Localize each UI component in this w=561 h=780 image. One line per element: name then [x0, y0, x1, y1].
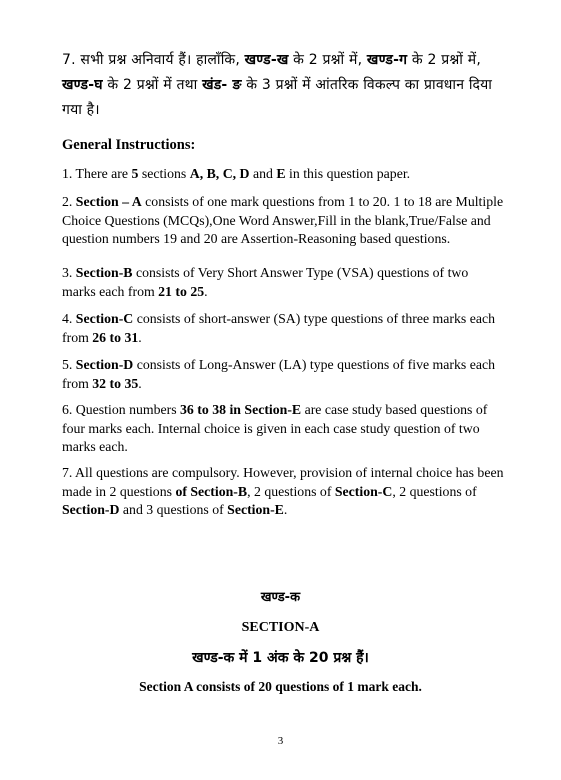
text: . [204, 283, 208, 299]
text: के 2 प्रश्नों में, [407, 52, 481, 68]
bold-text: 21 to 25 [158, 283, 205, 299]
instruction-item-5 [62, 356, 504, 393]
instruction-item-6 [62, 401, 504, 457]
instruction-item-3 [62, 264, 504, 301]
bold-text: खण्ड-घ [62, 77, 103, 93]
text: . [138, 329, 142, 345]
bold-text: खण्ड-ख [244, 52, 289, 68]
instruction-item-2 [62, 193, 504, 249]
text: consists of one mark questions from 1 to 20. 1 to 18 are Multiple Choice Questions (MCQs),One Word Answer,Fill in the blank,True/False and question numbers 19 and 20 are Assertion-Reasoning based questions. [62, 194, 504, 247]
general-instructions-title: General Instructions: [62, 137, 196, 153]
text: . [138, 375, 142, 391]
text: and [249, 166, 277, 181]
text: and 3 questions of [119, 502, 228, 518]
bold-text: A, B, C, D [189, 166, 250, 181]
bold-text: Section-B [75, 265, 133, 280]
bold-text: 32 to 35 [92, 375, 139, 391]
text: in this question paper. [285, 166, 411, 181]
hindi-instruction-paragraph [62, 48, 502, 123]
text: consists of Very Short Answer Type (VSA) questions of two marks each from [62, 265, 469, 299]
bold-text: Section-D [75, 357, 134, 372]
text: , 2 questions of [392, 483, 477, 499]
section-a-description: Section A consists of 20 questions of 1 mark each. [139, 679, 422, 694]
text: 3. [62, 265, 76, 280]
bold-text: Section-D [62, 502, 120, 518]
text: 5. [62, 357, 76, 372]
bold-text: Section-C [334, 483, 393, 499]
section-a-hindi-description: खण्ड-क में 1 अंक के 20 प्रश्न हैं। [192, 650, 369, 666]
text: consists of short-answer (SA) type questions of three marks each from [62, 311, 495, 345]
text: are case study based questions of four marks each. Internal choice is given in each case study question of two marks each. [62, 402, 488, 455]
instruction-item-7 [62, 464, 504, 520]
text: के 3 प्रश्नों में आंतरिक विकल्प का प्रावधान दिया गया है। [62, 77, 493, 118]
text: के 2 प्रश्नों में, [288, 52, 367, 68]
text: 7. सभी प्रश्न अनिवार्य हैं। हालाँकि, [62, 52, 245, 68]
bold-text: खंड- ङ [202, 77, 242, 93]
text: sections [138, 166, 190, 181]
bold-text: E [276, 166, 286, 181]
bold-text: Section-E [227, 502, 284, 518]
bold-text: खण्ड-ग [366, 52, 408, 68]
page-number: 3 [277, 735, 284, 747]
text: 2. [62, 194, 76, 209]
instruction-item-4 [62, 310, 504, 347]
bold-text: 26 to 31 [92, 329, 139, 345]
text: के 2 प्रश्नों में तथा [102, 77, 203, 93]
text: 6. Question numbers [62, 402, 181, 417]
text: consists of Long-Answer (LA) type questions of five marks each from [62, 357, 495, 391]
bold-text: 5 [131, 166, 139, 181]
text: 7. All questions are compulsory. However, provision of internal choice has been made in 2 questions [62, 465, 504, 499]
text: 1. There are [62, 166, 132, 181]
text: , 2 questions of [247, 483, 335, 499]
text: 4. [62, 311, 76, 326]
section-a-hindi-title: खण्ड-क [260, 590, 301, 605]
bold-text: Section – A [75, 194, 142, 209]
instruction-item-1 [62, 165, 504, 184]
bold-text: Section-C [75, 311, 134, 326]
text: . [283, 502, 288, 518]
bold-text: of Section-B [175, 483, 248, 499]
section-a-title: SECTION-A [241, 620, 320, 635]
bold-text: 36 to 38 in Section-E [180, 402, 302, 417]
